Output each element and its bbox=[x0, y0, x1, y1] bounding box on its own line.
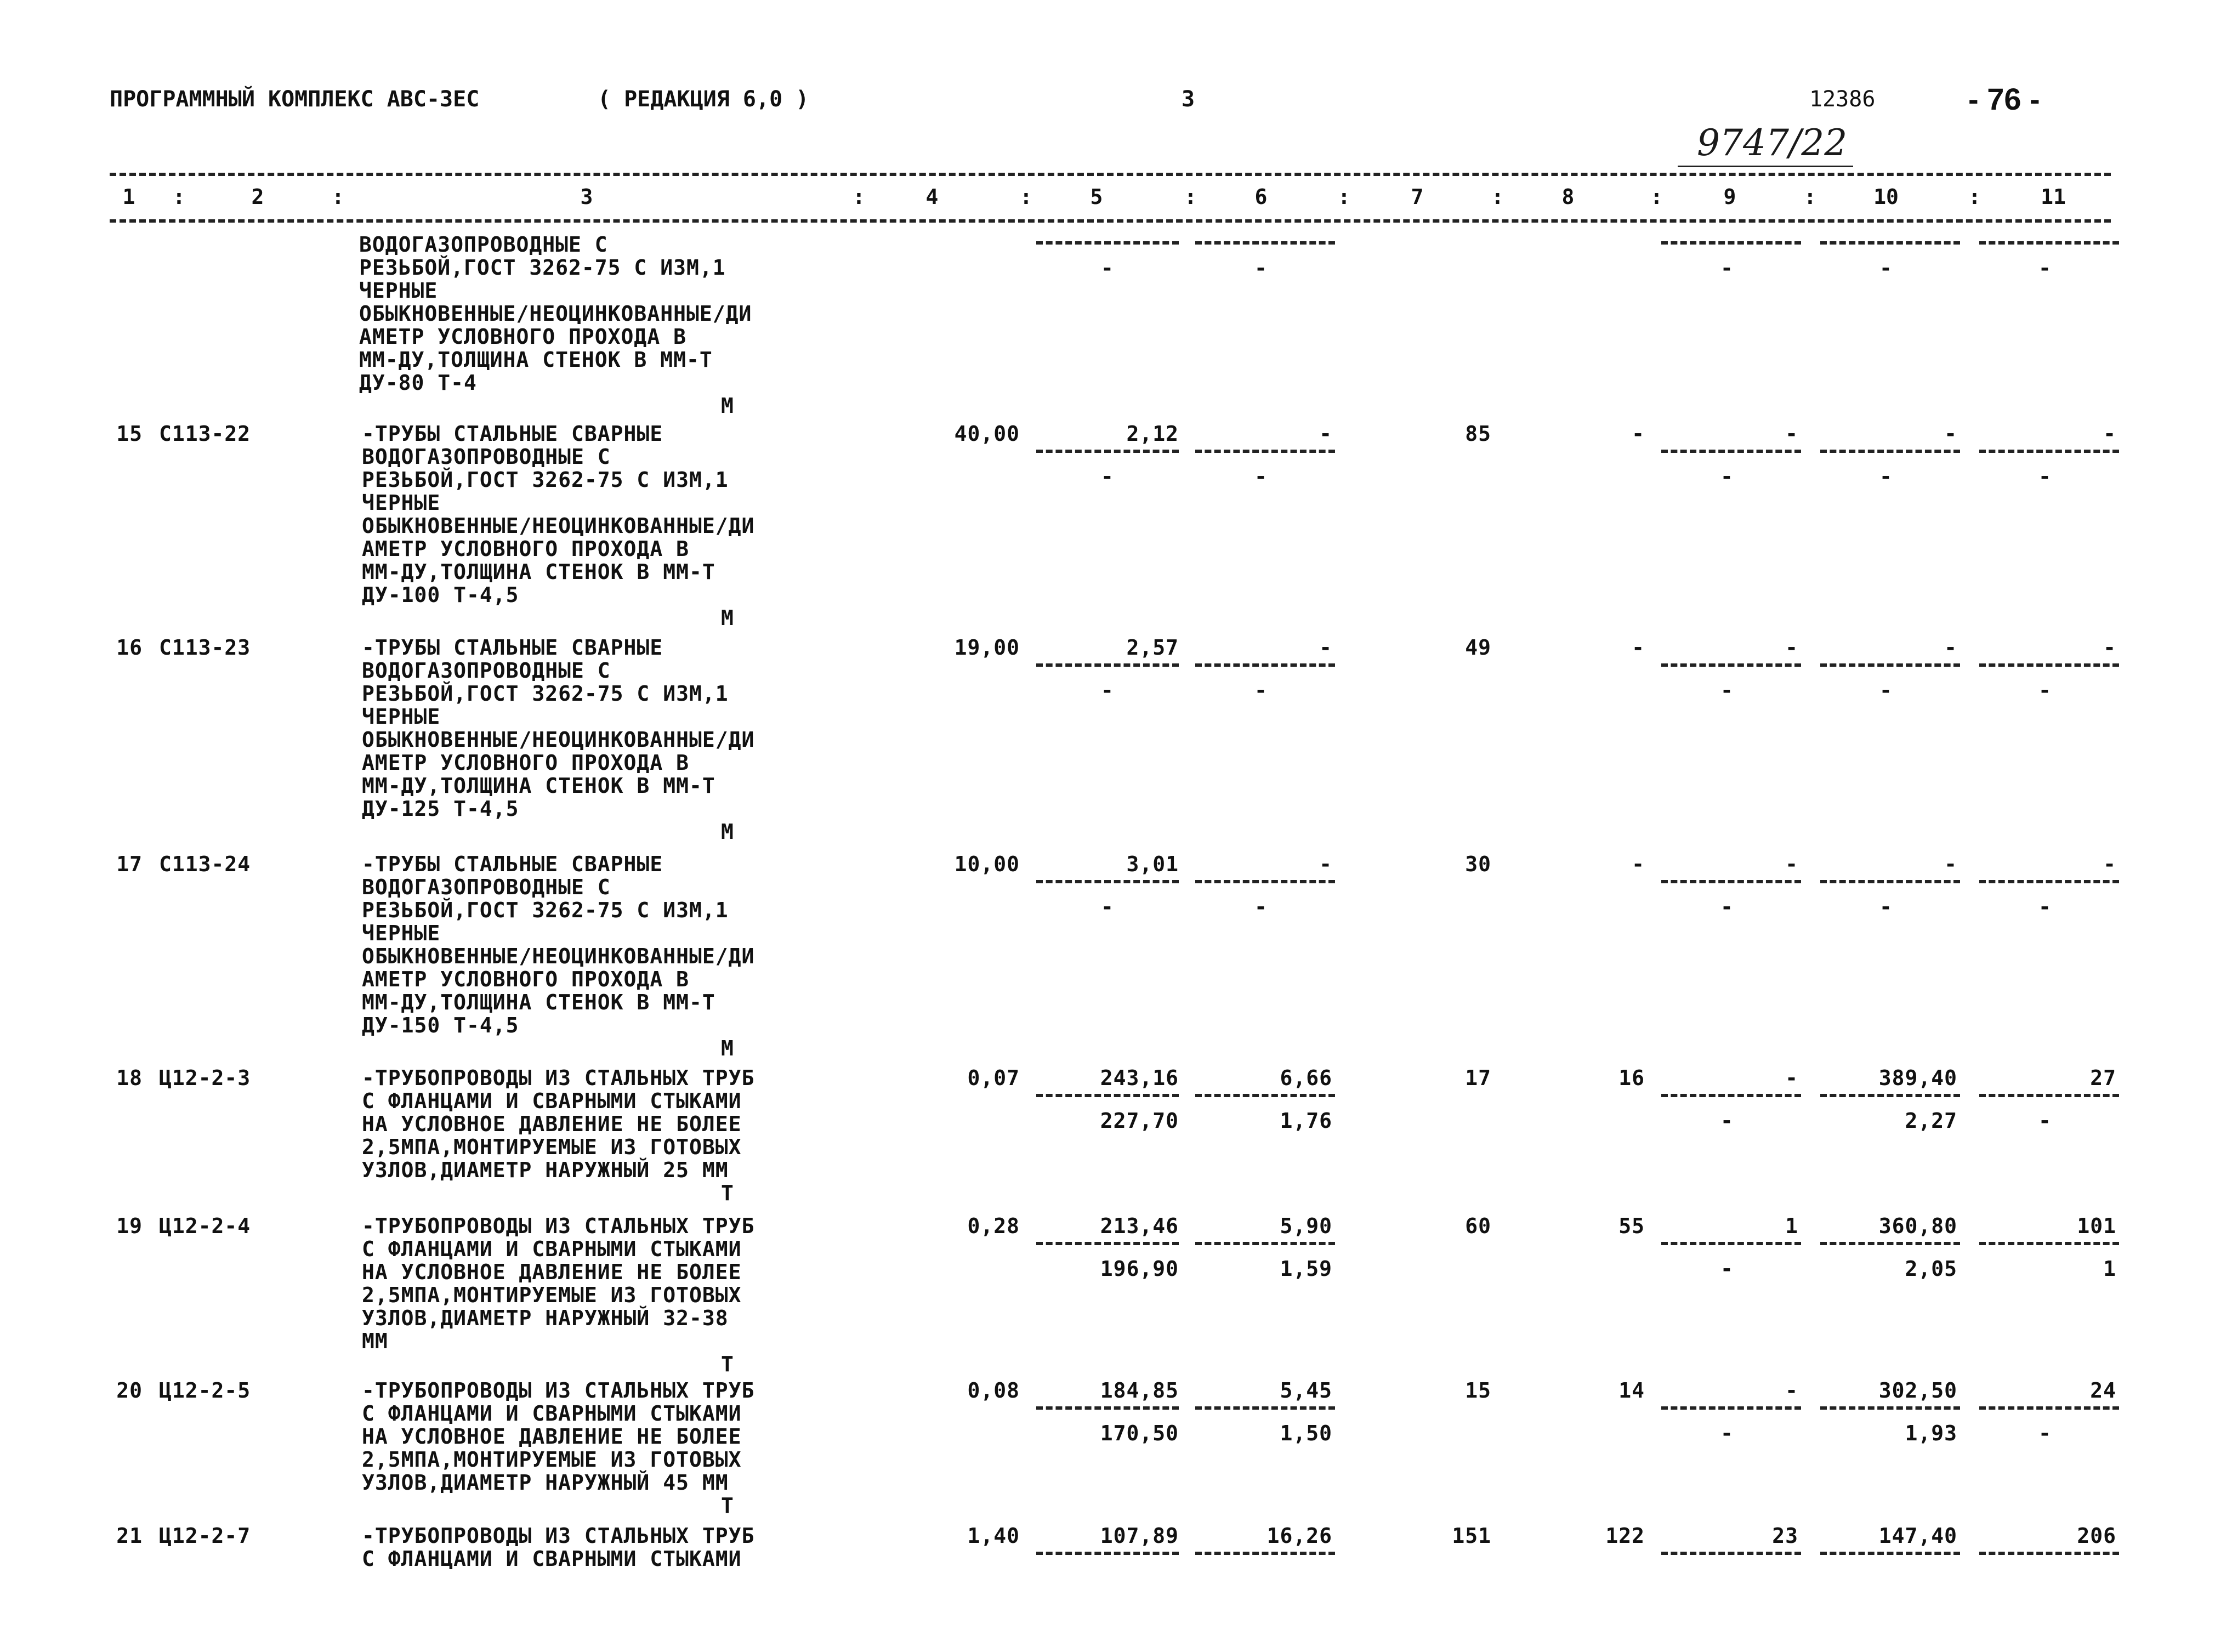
row-number: 15 bbox=[116, 422, 143, 446]
column-separator: : bbox=[1184, 185, 1197, 209]
fraction-line bbox=[1979, 1094, 2119, 1097]
description-line: АМЕТР УСЛОВНОГО ПРОХОДА В bbox=[362, 967, 689, 991]
fraction-line bbox=[1036, 1406, 1179, 1410]
row-2-c5: 3,01 bbox=[1126, 852, 1179, 876]
column-number-4: 4 bbox=[925, 185, 939, 209]
row-1-c10: - bbox=[1944, 635, 1957, 660]
row-3-c6: 6,66 bbox=[1280, 1066, 1332, 1090]
quantity-value: 19,00 bbox=[954, 635, 1020, 660]
description-line: -ТРУБОПРОВОДЫ ИЗ СТАЛЬНЫХ ТРУБ bbox=[362, 1214, 755, 1238]
fraction-line bbox=[1979, 1552, 2119, 1555]
col7-value: 60 bbox=[1465, 1214, 1491, 1238]
row-5-c9: - bbox=[1785, 1378, 1798, 1403]
row-4-c6: 5,90 bbox=[1280, 1214, 1332, 1238]
fraction-line bbox=[1820, 1552, 1960, 1555]
fraction-line bbox=[1195, 1094, 1335, 1097]
row-4-c10-bottom: 2,05 bbox=[1905, 1257, 1957, 1281]
center-number: 3 bbox=[1182, 87, 1195, 112]
row-6-c6: 16,26 bbox=[1266, 1524, 1332, 1548]
column-separator: : bbox=[332, 185, 344, 209]
description-line: АМЕТР УСЛОВНОГО ПРОХОДА В bbox=[362, 751, 689, 775]
fraction-line bbox=[1195, 1406, 1335, 1410]
fraction-line bbox=[1820, 880, 1960, 883]
row-1-c5-bottom: - bbox=[1101, 678, 1114, 702]
row-3-c9-bottom: - bbox=[1720, 1109, 1734, 1133]
fraction-line bbox=[1195, 241, 1335, 245]
page-number: - 76 - bbox=[1968, 82, 2040, 116]
item-code: Ц12-2-4 bbox=[159, 1214, 251, 1238]
row-6-c9: 23 bbox=[1772, 1524, 1798, 1548]
row-2-c5-bottom: - bbox=[1101, 895, 1114, 919]
column-number-6: 6 bbox=[1254, 185, 1268, 209]
item-code: С113-24 bbox=[159, 852, 251, 876]
item-code: С113-22 bbox=[159, 422, 251, 446]
column-separator: : bbox=[1968, 185, 1981, 209]
row-number: 21 bbox=[116, 1524, 143, 1548]
row-number: 18 bbox=[116, 1066, 143, 1090]
description-line: ДУ-80 Т-4 bbox=[359, 371, 477, 395]
col8-value: - bbox=[1632, 422, 1645, 446]
fraction-line bbox=[1036, 880, 1179, 883]
row-number: 20 bbox=[116, 1378, 143, 1403]
row-6-c5: 107,89 bbox=[1100, 1524, 1179, 1548]
description-line: НА УСЛОВНОЕ ДАВЛЕНИЕ НЕ БОЛЕЕ bbox=[362, 1112, 742, 1136]
description-line: 2,5МПА,МОНТИРУЕМЫЕ ИЗ ГОТОВЫХ bbox=[362, 1447, 742, 1472]
item-code: Ц12-2-7 bbox=[159, 1524, 251, 1548]
row-5-c11-bottom: - bbox=[2038, 1421, 2052, 1445]
col7-value: 85 bbox=[1465, 422, 1491, 446]
row-5-c5-bottom: 170,50 bbox=[1100, 1421, 1179, 1445]
row-4-c5: 213,46 bbox=[1100, 1214, 1179, 1238]
fraction-line bbox=[1195, 450, 1335, 453]
description-line: УЗЛОВ,ДИАМЕТР НАРУЖНЫЙ 45 ММ bbox=[362, 1471, 729, 1495]
description-line: ММ-ДУ,ТОЛЩИНА СТЕНОК В ММ-Т bbox=[359, 348, 713, 372]
col8-value: 55 bbox=[1618, 1214, 1645, 1238]
row-3-c10-bottom: 2,27 bbox=[1905, 1109, 1957, 1133]
column-separator: : bbox=[1491, 185, 1504, 209]
fraction-line bbox=[1195, 880, 1335, 883]
column-separator: : bbox=[173, 185, 185, 209]
description-line: ММ bbox=[362, 1329, 388, 1353]
description-line: ВОДОГАЗОПРОВОДНЫЕ С bbox=[362, 445, 611, 469]
col8-value: 14 bbox=[1618, 1378, 1645, 1403]
row-0-c10-bottom: - bbox=[1879, 464, 1893, 489]
row-number: 19 bbox=[116, 1214, 143, 1238]
description-line: 2,5МПА,МОНТИРУЕМЫЕ ИЗ ГОТОВЫХ bbox=[362, 1135, 742, 1159]
fraction-line bbox=[1820, 1242, 1960, 1245]
item-code: Ц12-2-3 bbox=[159, 1066, 251, 1090]
col7-value: 49 bbox=[1465, 635, 1491, 660]
description-line: 2,5МПА,МОНТИРУЕМЫЕ ИЗ ГОТОВЫХ bbox=[362, 1283, 742, 1307]
column-number-9: 9 bbox=[1723, 185, 1736, 209]
fraction-line bbox=[1661, 241, 1801, 245]
description-line: НА УСЛОВНОЕ ДАВЛЕНИЕ НЕ БОЛЕЕ bbox=[362, 1260, 742, 1284]
unit-label: М bbox=[721, 820, 734, 844]
program-title: ПРОГРАММНЫЙ КОМПЛЕКС АВС-3ЕС bbox=[110, 87, 480, 112]
fraction-line bbox=[1979, 450, 2119, 453]
continuation-c6-bottom: - bbox=[1254, 256, 1268, 280]
row-4-c10: 360,80 bbox=[1878, 1214, 1957, 1238]
description-line: ОБЫКНОВЕННЫЕ/НЕОЦИНКОВАННЫЕ/ДИ bbox=[362, 514, 755, 538]
description-line: ВОДОГАЗОПРОВОДНЫЕ С bbox=[362, 875, 611, 899]
row-1-c9: - bbox=[1785, 635, 1798, 660]
row-2-c9-bottom: - bbox=[1720, 895, 1734, 919]
row-0-c11: - bbox=[2103, 422, 2116, 446]
fraction-line bbox=[1661, 1242, 1801, 1245]
fraction-line bbox=[1036, 241, 1179, 245]
row-5-c6-bottom: 1,50 bbox=[1280, 1421, 1332, 1445]
fraction-line bbox=[1820, 450, 1960, 453]
fraction-line bbox=[1195, 663, 1335, 667]
column-number-3: 3 bbox=[580, 185, 593, 209]
row-2-c11-bottom: - bbox=[2038, 895, 2052, 919]
row-2-c6: - bbox=[1319, 852, 1332, 876]
row-0-c5: 2,12 bbox=[1126, 422, 1179, 446]
row-0-c10: - bbox=[1944, 422, 1957, 446]
description-line: РЕЗЬБОЙ,ГОСТ 3262-75 С ИЗМ,1 bbox=[362, 898, 729, 922]
row-4-c5-bottom: 196,90 bbox=[1100, 1257, 1179, 1281]
fraction-line bbox=[1661, 1094, 1801, 1097]
unit-label: М bbox=[721, 394, 734, 418]
description-line: С ФЛАНЦАМИ И СВАРНЫМИ СТЫКАМИ bbox=[362, 1401, 742, 1426]
quantity-value: 0,08 bbox=[967, 1378, 1020, 1403]
column-separator: : bbox=[1650, 185, 1663, 209]
row-1-c5: 2,57 bbox=[1126, 635, 1179, 660]
description-line: ЧЕРНЫЕ bbox=[362, 491, 441, 515]
fraction-line bbox=[1195, 1552, 1335, 1555]
edition-label: ( РЕДАКЦИЯ 6,0 ) bbox=[598, 87, 809, 112]
fraction-line bbox=[1820, 1094, 1960, 1097]
row-0-c9-bottom: - bbox=[1720, 464, 1734, 489]
description-line: ММ-ДУ,ТОЛЩИНА СТЕНОК В ММ-Т bbox=[362, 560, 715, 584]
column-separator: : bbox=[1338, 185, 1350, 209]
fraction-line bbox=[1979, 663, 2119, 667]
description-line: -ТРУБЫ СТАЛЬНЫЕ СВАРНЫЕ bbox=[362, 635, 663, 660]
quantity-value: 0,28 bbox=[967, 1214, 1020, 1238]
row-4-c9: 1 bbox=[1785, 1214, 1798, 1238]
description-line: С ФЛАНЦАМИ И СВАРНЫМИ СТЫКАМИ bbox=[362, 1547, 742, 1571]
row-1-c10-bottom: - bbox=[1879, 678, 1893, 702]
row-6-c10: 147,40 bbox=[1878, 1524, 1957, 1548]
row-5-c6: 5,45 bbox=[1280, 1378, 1332, 1403]
unit-label: Т bbox=[721, 1181, 734, 1205]
row-number: 16 bbox=[116, 635, 143, 660]
continuation-c11-bottom: - bbox=[2038, 256, 2052, 280]
description-line: ДУ-125 Т-4,5 bbox=[362, 797, 519, 821]
row-0-c11-bottom: - bbox=[2038, 464, 2052, 489]
fraction-line bbox=[1661, 880, 1801, 883]
row-1-c11-bottom: - bbox=[2038, 678, 2052, 702]
row-0-c6-bottom: - bbox=[1254, 464, 1268, 489]
description-line: ЧЕРНЫЕ bbox=[359, 279, 438, 303]
fraction-line bbox=[1036, 450, 1179, 453]
quantity-value: 40,00 bbox=[954, 422, 1020, 446]
description-line: -ТРУБЫ СТАЛЬНЫЕ СВАРНЫЕ bbox=[362, 852, 663, 876]
description-line: ЧЕРНЫЕ bbox=[362, 705, 441, 729]
col7-value: 151 bbox=[1452, 1524, 1491, 1548]
row-0-c9: - bbox=[1785, 422, 1798, 446]
row-4-c11: 101 bbox=[2077, 1214, 2116, 1238]
row-1-c6: - bbox=[1319, 635, 1332, 660]
col7-value: 30 bbox=[1465, 852, 1491, 876]
unit-label: Т bbox=[721, 1494, 734, 1518]
description-line: ЧЕРНЫЕ bbox=[362, 921, 441, 945]
row-5-c10-bottom: 1,93 bbox=[1905, 1421, 1957, 1445]
description-line: РЕЗЬБОЙ,ГОСТ 3262-75 С ИЗМ,1 bbox=[362, 682, 729, 706]
fraction-line bbox=[1820, 663, 1960, 667]
col8-value: - bbox=[1632, 852, 1645, 876]
fraction-line bbox=[1979, 1242, 2119, 1245]
row-5-c10: 302,50 bbox=[1878, 1378, 1957, 1403]
fraction-line bbox=[1036, 663, 1179, 667]
unit-label: М bbox=[721, 1036, 734, 1060]
row-1-c11: - bbox=[2103, 635, 2116, 660]
item-code: Ц12-2-5 bbox=[159, 1378, 251, 1403]
row-1-c9-bottom: - bbox=[1720, 678, 1734, 702]
fraction-line bbox=[1820, 1406, 1960, 1410]
column-separator: : bbox=[1020, 185, 1032, 209]
fraction-line bbox=[1661, 663, 1801, 667]
description-line: ВОДОГАЗОПРОВОДНЫЕ С bbox=[362, 658, 611, 683]
description-line: АМЕТР УСЛОВНОГО ПРОХОДА В bbox=[359, 325, 686, 349]
description-line: НА УСЛОВНОЕ ДАВЛЕНИЕ НЕ БОЛЕЕ bbox=[362, 1424, 742, 1449]
description-line: -ТРУБОПРОВОДЫ ИЗ СТАЛЬНЫХ ТРУБ bbox=[362, 1066, 755, 1090]
row-4-c6-bottom: 1,59 bbox=[1280, 1257, 1332, 1281]
row-0-c6: - bbox=[1319, 422, 1332, 446]
column-number-2: 2 bbox=[251, 185, 264, 209]
row-3-c10: 389,40 bbox=[1878, 1066, 1957, 1090]
row-2-c6-bottom: - bbox=[1254, 895, 1268, 919]
description-line: АМЕТР УСЛОВНОГО ПРОХОДА В bbox=[362, 537, 689, 561]
row-2-c10-bottom: - bbox=[1879, 895, 1893, 919]
handwritten-note: 9747/22 bbox=[1697, 122, 1848, 164]
description-line: ОБЫКНОВЕННЫЕ/НЕОЦИНКОВАННЫЕ/ДИ bbox=[362, 944, 755, 968]
description-line: УЗЛОВ,ДИАМЕТР НАРУЖНЫЙ 25 ММ bbox=[362, 1158, 729, 1182]
row-5-c11: 24 bbox=[2090, 1378, 2116, 1403]
description-line: ВОДОГАЗОПРОВОДНЫЕ С bbox=[359, 232, 608, 257]
column-number-1: 1 bbox=[122, 185, 135, 209]
unit-label: М bbox=[721, 606, 734, 630]
quantity-value: 10,00 bbox=[954, 852, 1020, 876]
fraction-line bbox=[1979, 880, 2119, 883]
row-5-c9-bottom: - bbox=[1720, 1421, 1734, 1445]
row-3-c6-bottom: 1,76 bbox=[1280, 1109, 1332, 1133]
continuation-c5-bottom: - bbox=[1101, 256, 1114, 280]
description-line: УЗЛОВ,ДИАМЕТР НАРУЖНЫЙ 32-38 bbox=[362, 1306, 729, 1330]
document-number: 12386 bbox=[1809, 87, 1876, 112]
fraction-line bbox=[1820, 241, 1960, 245]
description-line: РЕЗЬБОЙ,ГОСТ 3262-75 С ИЗМ,1 bbox=[362, 468, 729, 492]
row-3-c11-bottom: - bbox=[2038, 1109, 2052, 1133]
col8-value: 16 bbox=[1618, 1066, 1645, 1090]
description-line: С ФЛАНЦАМИ И СВАРНЫМИ СТЫКАМИ bbox=[362, 1089, 742, 1113]
handwritten-underline bbox=[1678, 166, 1853, 167]
column-number-11: 11 bbox=[2041, 185, 2066, 209]
row-number: 17 bbox=[116, 852, 143, 876]
column-number-10: 10 bbox=[1873, 185, 1899, 209]
unit-label: Т bbox=[721, 1352, 734, 1376]
row-3-c11: 27 bbox=[2090, 1066, 2116, 1090]
row-3-c5: 243,16 bbox=[1100, 1066, 1179, 1090]
fraction-line bbox=[1979, 1406, 2119, 1410]
description-line: ОБЫКНОВЕННЫЕ/НЕОЦИНКОВАННЫЕ/ДИ bbox=[362, 728, 755, 752]
col7-value: 15 bbox=[1465, 1378, 1491, 1403]
item-code: С113-23 bbox=[159, 635, 251, 660]
description-line: -ТРУБОПРОВОДЫ ИЗ СТАЛЬНЫХ ТРУБ bbox=[362, 1378, 755, 1403]
description-line: ДУ-150 Т-4,5 bbox=[362, 1013, 519, 1037]
fraction-line bbox=[1661, 1406, 1801, 1410]
description-line: -ТРУБОПРОВОДЫ ИЗ СТАЛЬНЫХ ТРУБ bbox=[362, 1524, 755, 1548]
description-line: ММ-ДУ,ТОЛЩИНА СТЕНОК В ММ-Т bbox=[362, 990, 715, 1014]
fraction-line bbox=[1036, 1552, 1179, 1555]
header-rule-bottom bbox=[110, 219, 2111, 223]
row-3-c5-bottom: 227,70 bbox=[1100, 1109, 1179, 1133]
description-line: ОБЫКНОВЕННЫЕ/НЕОЦИНКОВАННЫЕ/ДИ bbox=[359, 302, 752, 326]
fraction-line bbox=[1979, 241, 2119, 245]
row-4-c9-bottom: - bbox=[1720, 1257, 1734, 1281]
row-2-c10: - bbox=[1944, 852, 1957, 876]
description-line: РЕЗЬБОЙ,ГОСТ 3262-75 С ИЗМ,1 bbox=[359, 256, 726, 280]
column-separator: : bbox=[853, 185, 865, 209]
fraction-line bbox=[1195, 1242, 1335, 1245]
column-number-8: 8 bbox=[1561, 185, 1575, 209]
row-3-c9: - bbox=[1785, 1066, 1798, 1090]
col8-value: - bbox=[1632, 635, 1645, 660]
quantity-value: 0,07 bbox=[967, 1066, 1020, 1090]
col7-value: 17 bbox=[1465, 1066, 1491, 1090]
fraction-line bbox=[1036, 1242, 1179, 1245]
header-rule-top bbox=[110, 173, 2111, 176]
continuation-c10-bottom: - bbox=[1879, 256, 1893, 280]
description-line: С ФЛАНЦАМИ И СВАРНЫМИ СТЫКАМИ bbox=[362, 1237, 742, 1261]
fraction-line bbox=[1036, 1094, 1179, 1097]
continuation-c9-bottom: - bbox=[1720, 256, 1734, 280]
col8-value: 122 bbox=[1605, 1524, 1645, 1548]
description-line: ММ-ДУ,ТОЛЩИНА СТЕНОК В ММ-Т bbox=[362, 774, 715, 798]
row-2-c9: - bbox=[1785, 852, 1798, 876]
fraction-line bbox=[1661, 1552, 1801, 1555]
quantity-value: 1,40 bbox=[967, 1524, 1020, 1548]
description-line: ДУ-100 Т-4,5 bbox=[362, 583, 519, 607]
row-1-c6-bottom: - bbox=[1254, 678, 1268, 702]
column-number-5: 5 bbox=[1090, 185, 1103, 209]
column-number-7: 7 bbox=[1411, 185, 1424, 209]
row-2-c11: - bbox=[2103, 852, 2116, 876]
row-4-c11-bottom: 1 bbox=[2103, 1257, 2116, 1281]
fraction-line bbox=[1661, 450, 1801, 453]
row-5-c5: 184,85 bbox=[1100, 1378, 1179, 1403]
description-line: -ТРУБЫ СТАЛЬНЫЕ СВАРНЫЕ bbox=[362, 422, 663, 446]
row-0-c5-bottom: - bbox=[1101, 464, 1114, 489]
column-separator: : bbox=[1804, 185, 1816, 209]
row-6-c11: 206 bbox=[2077, 1524, 2116, 1548]
